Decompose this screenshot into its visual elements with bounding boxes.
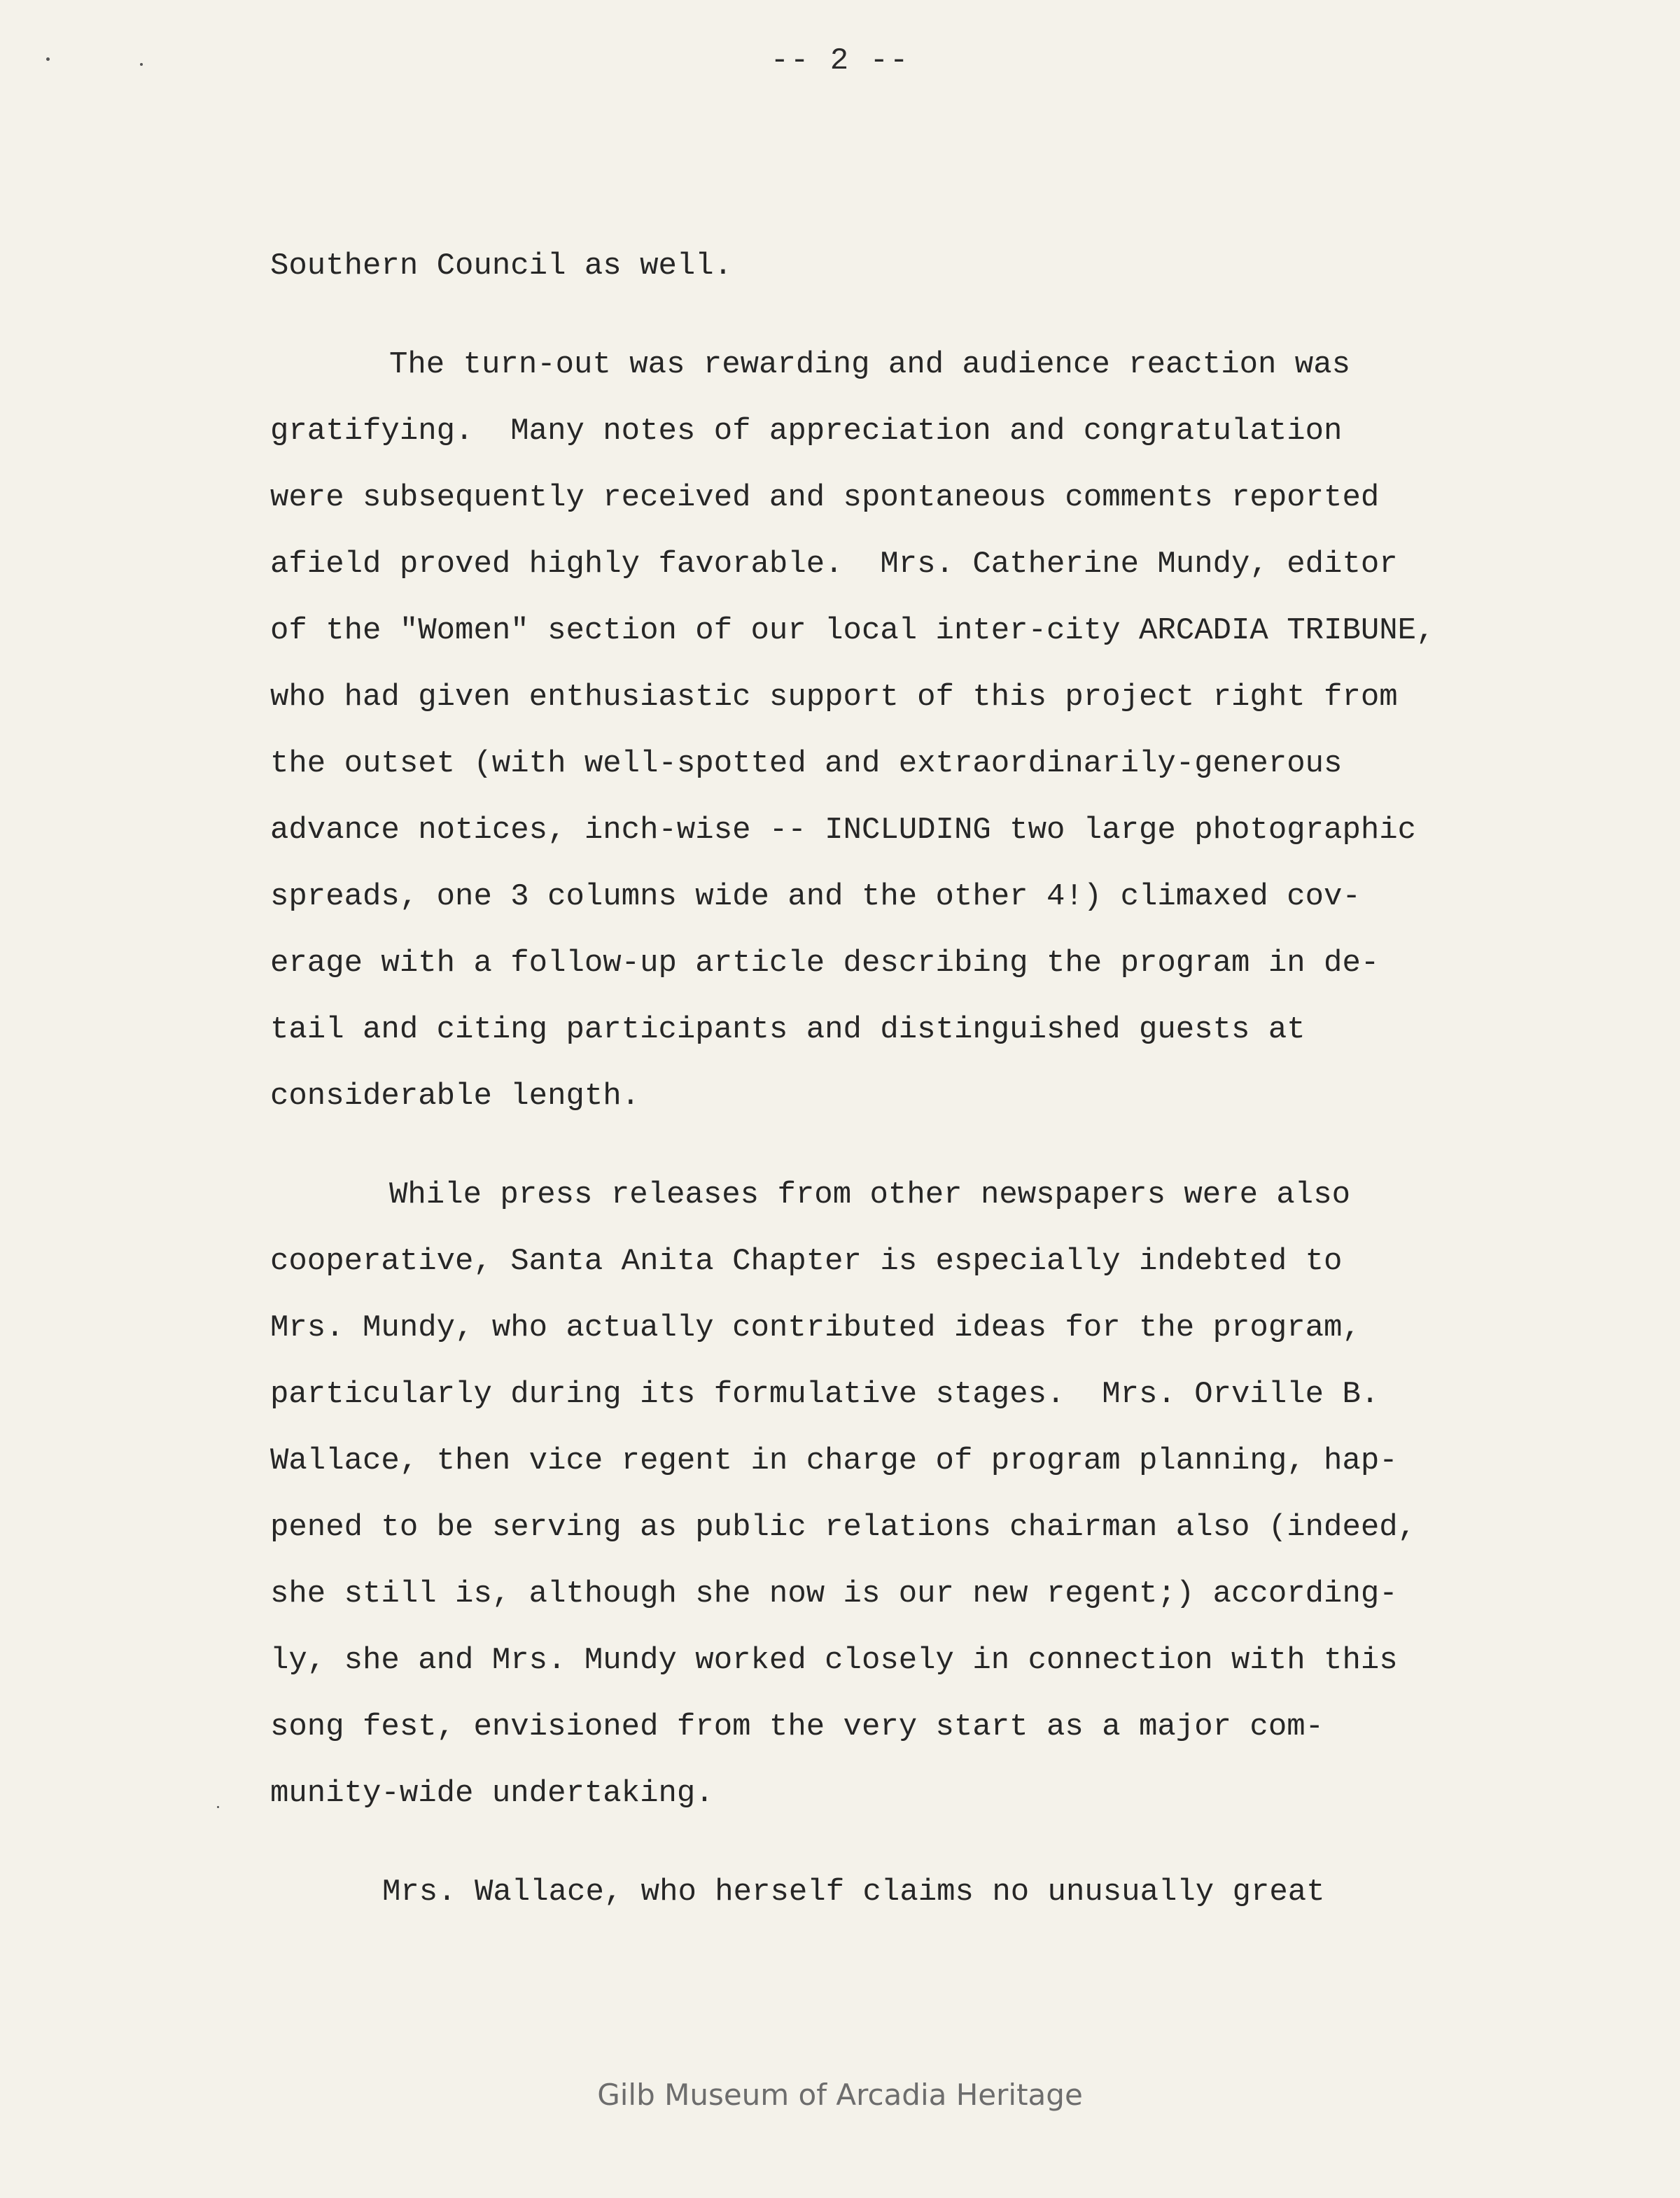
paragraph-3-line-4: particularly during its formulative stages. Mrs. Orville B.	[270, 1377, 1380, 1412]
paragraph-2-line-12: considerable length.	[270, 1079, 640, 1114]
paper-speck	[217, 1806, 219, 1808]
paragraph-2-line-3: were subsequently received and spontaneous comments reported	[270, 480, 1380, 515]
paragraph-2-line-6: who had given enthusiastic support of this project right from	[270, 680, 1398, 715]
paragraph-3-line-10: munity-wide undertaking.	[270, 1776, 714, 1811]
paragraph-3-line-3: Mrs. Mundy, who actually contributed ideas for the program,	[270, 1310, 1361, 1345]
paragraph-2-line-1: The turn-out was rewarding and audience reaction was	[389, 347, 1351, 382]
paragraph-2-line-4: afield proved highly favorable. Mrs. Catherine Mundy, editor	[270, 547, 1398, 582]
paragraph-3-line-5: Wallace, then vice regent in charge of program planning, hap-	[270, 1443, 1398, 1478]
paragraph-2-line-2: gratifying. Many notes of appreciation and congratulation	[270, 414, 1343, 449]
paragraph-2-line-8: advance notices, inch-wise -- INCLUDING two large photographic	[270, 813, 1417, 848]
paper-speck	[46, 57, 50, 61]
paragraph-1-line-1: Southern Council as well.	[270, 248, 733, 284]
paragraph-2-line-11: tail and citing participants and distinguished guests at	[270, 1012, 1306, 1047]
paragraph-3-line-7: she still is, although she now is our new regent;) according-	[270, 1576, 1398, 1611]
paragraph-2-line-5: of the "Women" section of our local inter-city ARCADIA TRIBUNE,	[270, 613, 1435, 648]
paragraph-2-line-7: the outset (with well-spotted and extraordinarily-generous	[270, 746, 1343, 781]
paragraph-4-line-1: Mrs. Wallace, who herself claims no unusually great	[382, 1875, 1325, 1910]
paragraph-3-line-9: song fest, envisioned from the very start as a major com-	[270, 1709, 1324, 1744]
paragraph-3-line-8: ly, she and Mrs. Mundy worked closely in connection with this	[270, 1643, 1398, 1678]
paper-speck	[140, 63, 143, 66]
paragraph-3-line-1: While press releases from other newspapers were also	[389, 1177, 1351, 1212]
paragraph-2-line-9: spreads, one 3 columns wide and the other 4!) climaxed cov-	[270, 879, 1361, 914]
paragraph-3-line-2: cooperative, Santa Anita Chapter is especially indebted to	[270, 1244, 1343, 1279]
page-number: -- 2 --	[770, 43, 910, 78]
museum-watermark: Gilb Museum of Arcadia Heritage	[597, 2078, 1083, 2112]
paragraph-3-line-6: pened to be serving as public relations chairman also (indeed,	[270, 1510, 1417, 1545]
paragraph-2-line-10: erage with a follow-up article describing the program in de-	[270, 946, 1380, 981]
